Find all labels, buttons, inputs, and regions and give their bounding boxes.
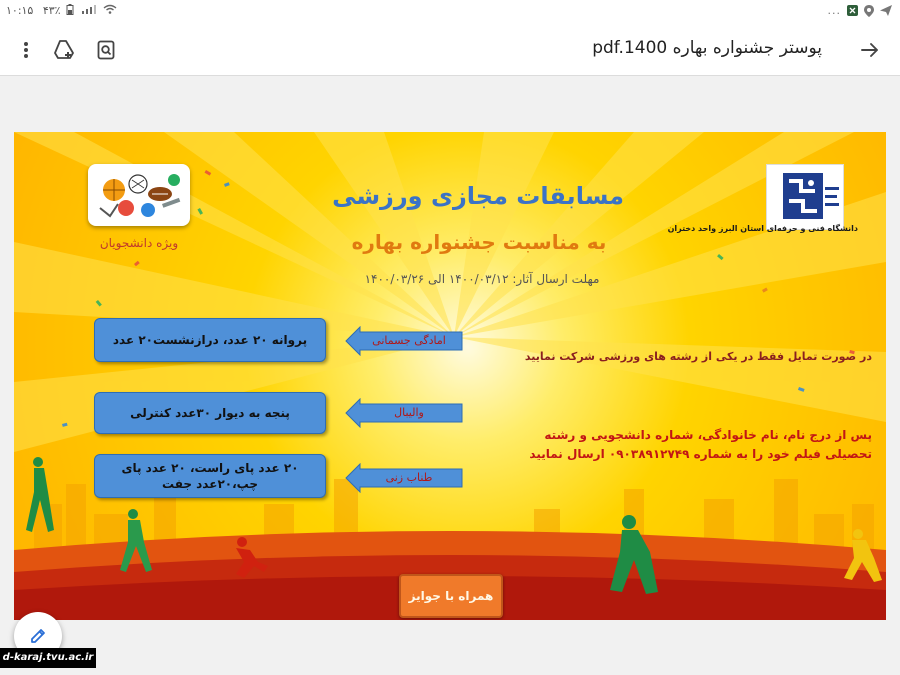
- event-name-arrow: [345, 463, 463, 493]
- battery-icon: [66, 4, 74, 15]
- more-vert-button[interactable]: [12, 36, 40, 64]
- event-details-text: پنجه به دیوار ۳۰عدد کنترلی: [130, 405, 290, 420]
- more-icon: ...: [827, 4, 841, 17]
- pdf-page[interactable]: [14, 132, 886, 620]
- participation-note: در صورت تمایل فقط در یکی از رشته های ورزشی شرکت نمایید: [524, 350, 872, 363]
- poster-subtitle: به مناسبت جشنواره بهاره: [351, 230, 607, 254]
- sports-equipment-icon: [88, 164, 190, 226]
- send-icon: [880, 5, 892, 16]
- status-battery: ۴۳٪: [42, 4, 61, 17]
- event-details-box: [94, 318, 326, 362]
- wifi-icon: [103, 4, 117, 14]
- site-watermark: d-karaj.tvu.ac.ir: [0, 648, 96, 668]
- find-in-document-button[interactable]: [92, 36, 120, 64]
- university-name: دانشگاه فنی و حرفه‌ای استان البرز واحد دختران: [667, 224, 858, 233]
- event-details-box: [94, 392, 326, 434]
- poster-title: مسابقات مجازی ورزشی: [332, 182, 624, 210]
- status-right-icons: [828, 4, 893, 17]
- add-to-drive-button[interactable]: [50, 36, 78, 64]
- students-only-label: ویژه دانشجویان: [99, 236, 179, 250]
- edit-pencil-icon: [29, 627, 47, 645]
- status-time: ۱۰:۱۵: [6, 4, 34, 17]
- more-vert-icon: [23, 41, 29, 59]
- document-title: پوستر جشنواره بهاره pdf.1400: [592, 38, 822, 58]
- university-logo: [766, 164, 844, 230]
- event-details-text: پروانه ۲۰ عدد، درازنشست۲۰ عدد: [112, 332, 308, 347]
- drive-add-icon: [53, 40, 75, 60]
- location-icon: [864, 5, 874, 17]
- prizes-badge: [399, 574, 503, 618]
- back-button[interactable]: [856, 36, 884, 64]
- event-name-arrow: [345, 326, 463, 356]
- event-name: امادگی جسمانی: [372, 334, 446, 347]
- event-details-text: ۲۰ عدد پای راست، ۲۰ عدد پای چپ،۲۰عدد جفت: [121, 460, 299, 491]
- university-logo-icon: [767, 165, 845, 231]
- prizes-label: همراه با جوایز: [408, 589, 494, 603]
- status-bar: [0, 0, 900, 24]
- signal-icon: [82, 4, 96, 14]
- event-name: طناب زنی: [385, 471, 433, 484]
- back-arrow-icon: [861, 42, 879, 58]
- app-icon: [847, 5, 858, 16]
- submission-instructions: پس از درج نام، نام خانوادگی، شماره دانشجویی و رشته تحصیلی فیلم خود را به شماره ۰۹۰۳۸۹۱۲۷۴۹ ارسال نمایید: [529, 428, 872, 461]
- app-bar: [0, 24, 900, 76]
- sports-equipment-image: [88, 164, 190, 226]
- submission-deadline: مهلت ارسال آثار: ۱۴۰۰/۰۳/۱۲ الی ۱۴۰۰/۰۳/۲۶: [364, 272, 600, 286]
- status-time-group: [6, 4, 117, 17]
- event-details-box: [94, 454, 326, 498]
- event-name-arrow: [345, 398, 463, 428]
- search-in-document-icon: [97, 40, 115, 60]
- event-name: والیبال: [394, 406, 424, 419]
